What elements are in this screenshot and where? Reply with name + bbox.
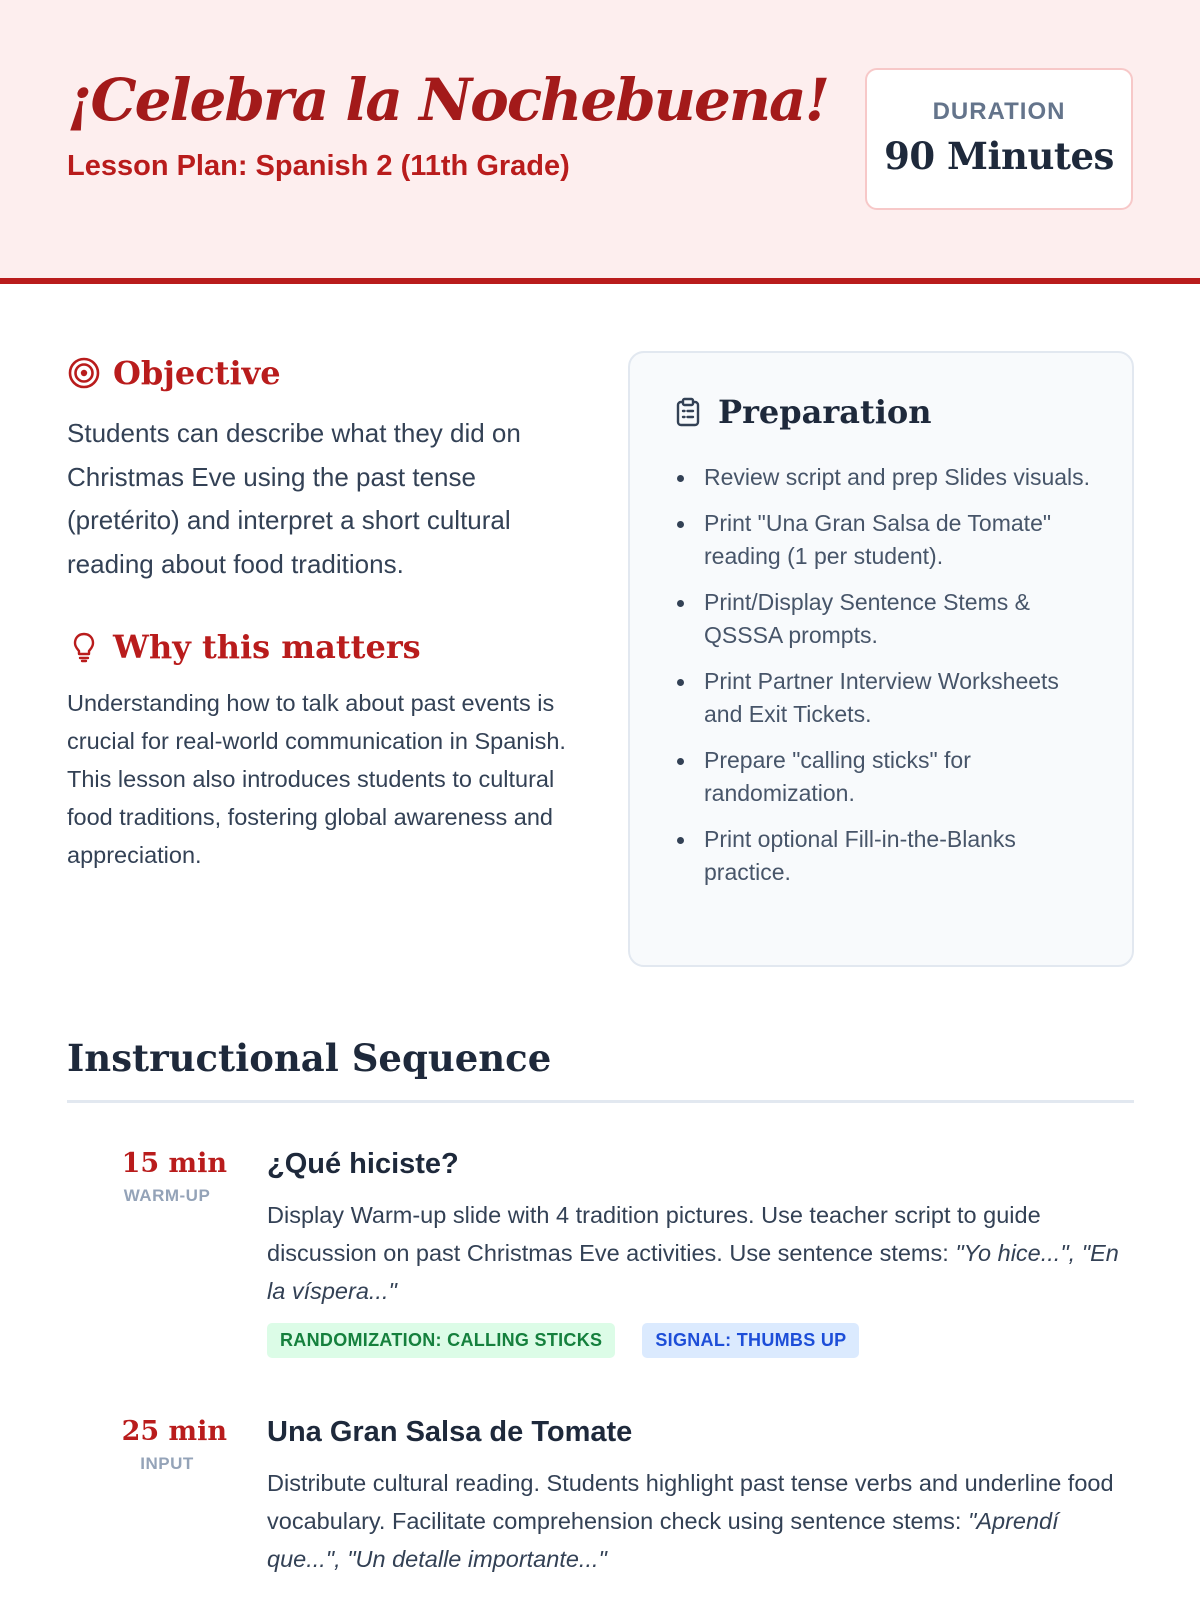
sequence-divider (67, 1100, 1134, 1103)
lesson-header (0, 0, 1200, 284)
objective-heading-label: Objective (113, 354, 281, 392)
step-title: ¿Qué hiciste? (267, 1148, 459, 1180)
step-sentence-stems: "Aprendí que...", "Un detalle importante..." (267, 1508, 1059, 1572)
objective-heading (67, 354, 281, 392)
clipboard-icon (672, 396, 704, 428)
list-item: Print Partner Interview Worksheets and Exit Tickets. (676, 665, 1096, 731)
sequence-step-input (67, 1416, 1134, 1600)
step-description-text: Distribute cultural reading. Students highlight past tense verbs and underline food vocabulary. Facilitate comprehension check using sentence stems: (267, 1470, 1114, 1534)
why-text: Understanding how to talk about past events is crucial for real-world communication in Spanish. This lesson also introduces students to cultural food traditions, fostering global awareness and appreciation. (67, 690, 566, 868)
why-heading (67, 628, 421, 666)
list-item: Print optional Fill-in-the-Blanks practice. (676, 823, 1096, 889)
sequence-heading: Instructional Sequence (67, 1036, 552, 1080)
duration-value: 90 Minutes (884, 134, 1114, 178)
lesson-title: ¡Celebra la Nochebuena! (67, 66, 829, 134)
preparation-card (628, 351, 1134, 967)
objective-text: Students can describe what they did on Christmas Eve using the past tense (pretérito) and interpret a short cultural reading about food traditions. (67, 418, 521, 579)
list-item: Prepare "calling sticks" for randomization. (676, 744, 1096, 810)
step-sentence-stems: "Yo hice...", "En la víspera..." (267, 1240, 1119, 1304)
step-title: Una Gran Salsa de Tomate (267, 1416, 633, 1448)
lesson-subtitle: Lesson Plan: Spanish 2 (11th Grade) (67, 150, 570, 182)
step-time: 15 min (121, 1148, 227, 1179)
randomization-tag: RANDOMIZATION: CALLING STICKS (267, 1323, 615, 1358)
step-description (267, 1196, 1127, 1310)
duration-label: DURATION (932, 98, 1066, 125)
sequence-step-warm-up (67, 1148, 1134, 1368)
preparation-list (676, 461, 1096, 902)
step-phase: WARM-UP (123, 1186, 211, 1205)
step-phase: INPUT (140, 1454, 194, 1473)
list-item: Review script and prep Slides visuals. (676, 461, 1096, 494)
step-description-text: Display Warm-up slide with 4 tradition pictures. Use teacher script to guide discussion on past Christmas Eve activities. Use sentence stems: (267, 1202, 1041, 1266)
step-tags (267, 1323, 886, 1358)
lightbulb-icon (67, 630, 101, 664)
duration-card (865, 68, 1133, 210)
list-item: Print/Display Sentence Stems & QSSSA prompts. (676, 586, 1096, 652)
signal-tag: SIGNAL: THUMBS UP (642, 1323, 859, 1358)
preparation-heading-label: Preparation (718, 393, 932, 431)
preparation-heading (672, 393, 932, 431)
step-time: 25 min (121, 1416, 227, 1447)
target-icon (67, 356, 101, 390)
step-description (267, 1464, 1127, 1578)
why-heading-label: Why this matters (113, 628, 421, 666)
list-item: Print "Una Gran Salsa de Tomate" reading (1 per student). (676, 507, 1096, 573)
